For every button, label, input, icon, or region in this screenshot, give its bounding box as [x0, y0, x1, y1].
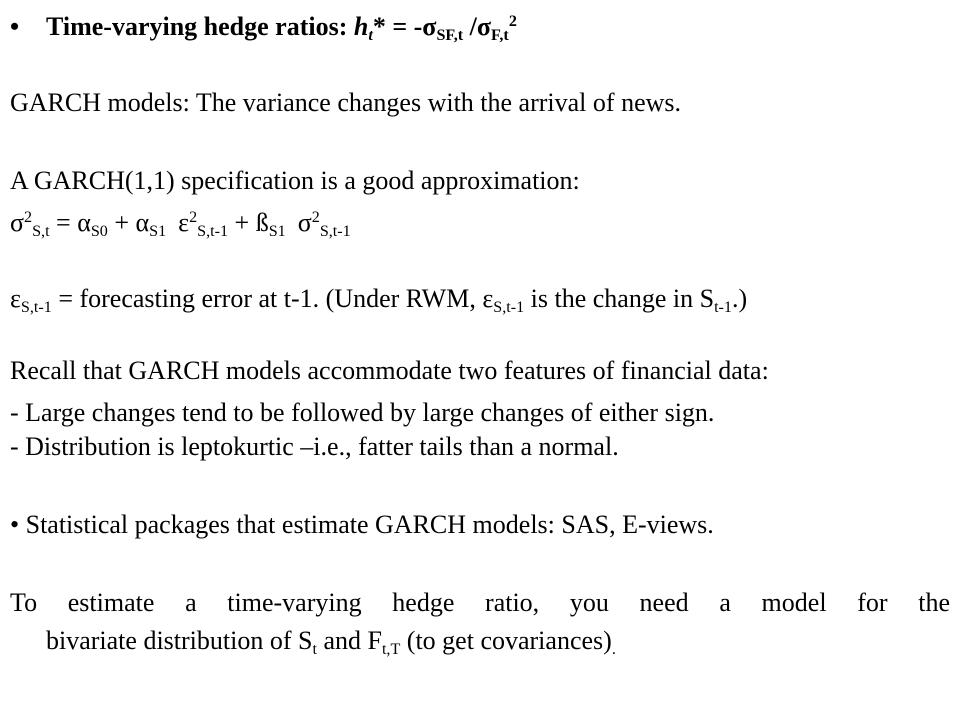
- packages-line: • Statistical packages that estimate GARCH models: SAS, E-views.: [10, 510, 714, 539]
- bullet-icon: •: [10, 12, 20, 41]
- feature-1-line: - Large changes tend to be followed by large changes of either sign.: [10, 398, 715, 427]
- epsilon-definition: $\varepsilon_{S,t-1}$ = forecasting error at t-1. (Under RWM, $\varepsilon_{S,t-1}$ is the change in $S_{t-1}$.): [10, 284, 748, 316]
- garch-equation: $\sigma^2_{S,t} = \alpha_{S0} + \alpha_{S1}$ $\varepsilon^2_{S,t-1}$ + $ß_{S1}$ $\sigma^2_{S,t-1}$: [10, 208, 351, 240]
- recall-line: Recall that GARCH models accommodate two features of financial data:: [10, 356, 769, 385]
- spec-intro-line: A GARCH(1,1) specification is a good approximation:: [10, 166, 580, 195]
- garch-news-line: GARCH models: The variance changes with the arrival of news.: [10, 88, 681, 117]
- feature-2-line: - Distribution is leptokurtic –i.e., fatter tails than a normal.: [10, 432, 619, 461]
- hedge-ratio-h: h: [353, 12, 369, 41]
- heading-line: [10, 12, 950, 42]
- estimate-line-1: To estimate a time-varying hedge ratio, you need a model for the: [10, 588, 950, 617]
- estimate-line-2: bivariate distribution of $S_t$ and $F_{t,T}$ (to get $covariances)_.$: [46, 626, 616, 658]
- heading-text: Time-varying hedge ratios: $h_t* = -\sigma_{SF,t}$ $/\sigma_{F,t}^2$: [46, 12, 517, 44]
